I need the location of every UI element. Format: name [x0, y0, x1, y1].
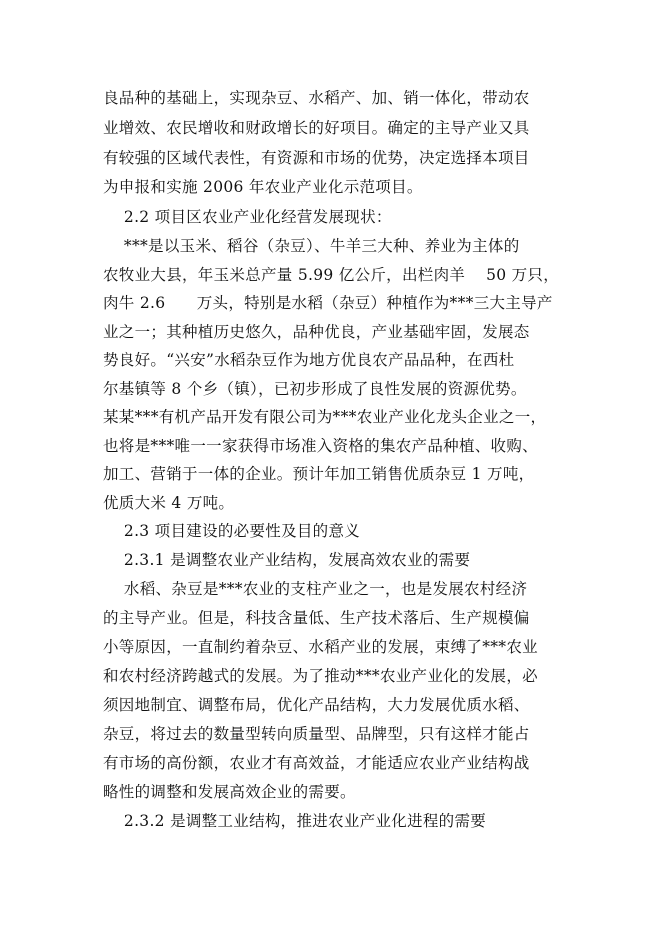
text-line: 势良好。“兴安”水稻杂豆作为地方优良农产品品种，在西杜: [103, 351, 515, 369]
text-line: 良品种的基础上，实现杂豆、水稻产、加、销一体化，带动农: [103, 89, 530, 107]
text-line: 杂豆，将过去的数量型转向质量型、品牌型，只有这样才能占: [103, 725, 530, 743]
section-heading-2-3-1: 2.3.1 是调整农业产业结构，发展高效农业的需要: [103, 551, 471, 569]
text-line: 加工、营销于一体的企业。预计年加工销售优质杂豆 1 万吨，: [103, 465, 535, 483]
text-line: 优质大米 4 万吨。: [103, 494, 235, 512]
text-line: 业增效、农民增收和财政增长的好项目。确定的主导产业又具: [103, 119, 530, 137]
text-line: 业之一；其种植历史悠久，品种优良，产业基础牢固，发展态: [103, 323, 530, 341]
text-line: 略性的调整和发展高效企业的需要。: [103, 783, 356, 801]
text-line: ***是以玉米、稻谷（杂豆）、牛羊三大种、养业为主体的: [103, 237, 520, 255]
section-heading-2-3: 2.3 项目建设的必要性及目的意义: [103, 522, 361, 540]
text-line: 农牧业大县，年玉米总产量 5.99 亿公斤，出栏肉羊 50 万只，: [103, 266, 560, 284]
text-line: 为申报和实施 2006 年农业产业化示范项目。: [103, 178, 423, 196]
text-line: 也将是***唯一一家获得市场准入资格的集农产品种植、收购、: [103, 437, 538, 455]
text-line: 有较强的区域代表性，有资源和市场的优势，决定选择本项目: [103, 149, 530, 167]
text-line: 有市场的高份额，农业才有高效益，才能适应农业产业结构战: [103, 754, 530, 772]
section-heading-2-2: 2.2 项目区农业产业化经营发展现状：: [103, 208, 392, 226]
text-line: 肉牛 2.6 万头，特别是水稻（杂豆）种植作为***三大主导产: [103, 294, 553, 312]
section-heading-2-3-2: 2.3.2 是调整工业结构，推进农业产业化进程的需要: [103, 812, 487, 830]
text-line: 水稻、杂豆是***农业的支柱产业之一，也是发展农村经济: [103, 580, 528, 598]
text-line: 尔基镇等 8 个乡（镇），已初步形成了良性发展的资源优势。: [103, 380, 527, 398]
text-line: 须因地制宜、调整布局，优化产品结构，大力发展优质水稻、: [103, 696, 530, 714]
text-line: 的主导产业。但是，科技含量低、生产技术落后、生产规模偏: [103, 609, 530, 627]
text-line: 某某***有机产品开发有限公司为***农业产业化龙头企业之一，: [103, 408, 547, 426]
text-line: 和农村经济跨越式的发展。为了推动***农业产业化的发展，必: [103, 667, 538, 685]
text-line: 小等原因，一直制约着杂豆、水稻产业的发展，束缚了***农业: [103, 638, 538, 656]
